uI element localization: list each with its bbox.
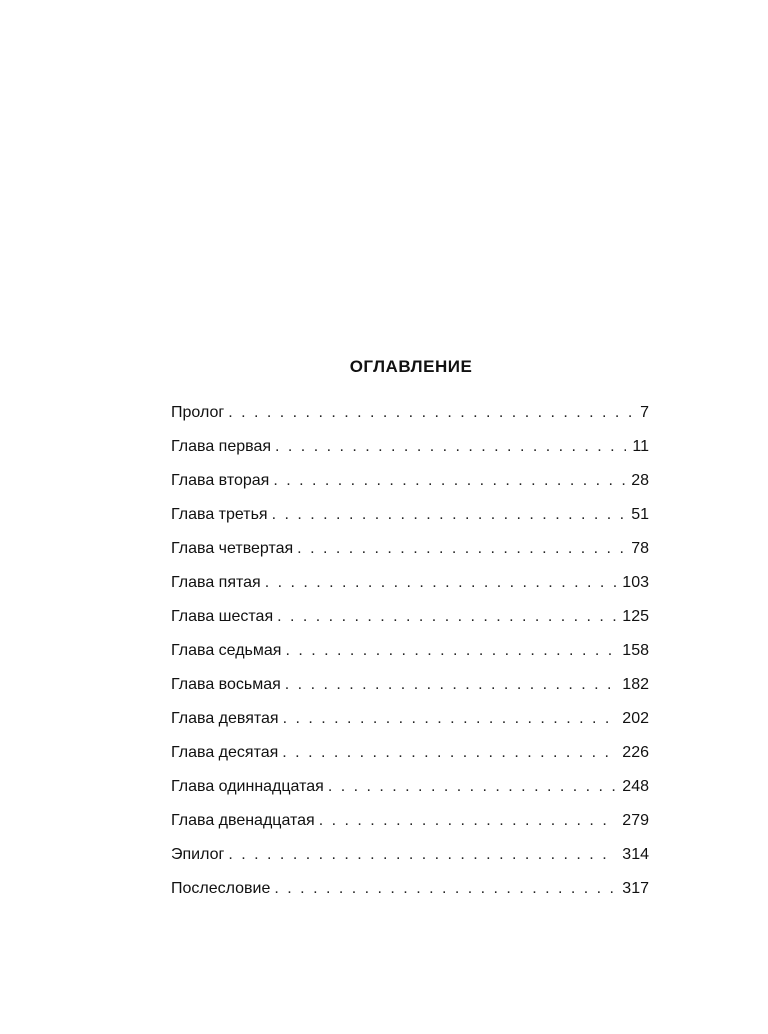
- toc-entry-label: Глава пятая: [171, 570, 265, 596]
- toc-entry[interactable]: [171, 502, 649, 536]
- toc-entry-page: 7: [634, 400, 649, 426]
- toc-entry[interactable]: [171, 434, 649, 468]
- toc-entry[interactable]: [171, 604, 649, 638]
- toc-entry-label: Глава восьмая: [171, 672, 285, 698]
- dot-leader: [277, 604, 616, 630]
- toc-entry[interactable]: [171, 842, 649, 876]
- toc-entry-page: 182: [616, 672, 649, 698]
- toc-entry[interactable]: [171, 638, 649, 672]
- dot-leader: [228, 842, 616, 868]
- toc-entry[interactable]: [171, 808, 649, 842]
- toc-entry[interactable]: [171, 672, 649, 706]
- table-of-contents: [171, 400, 649, 910]
- dot-leader: [285, 638, 616, 664]
- toc-entry-label: Глава седьмая: [171, 638, 285, 664]
- toc-entry-label: Глава девятая: [171, 706, 283, 732]
- toc-entry[interactable]: [171, 400, 649, 434]
- toc-entry-page: 202: [616, 706, 649, 732]
- toc-entry[interactable]: [171, 570, 649, 604]
- toc-entry-label: Глава десятая: [171, 740, 282, 766]
- toc-entry-label: Глава первая: [171, 434, 275, 460]
- dot-leader: [272, 502, 626, 528]
- dot-leader: [273, 468, 625, 494]
- toc-entry-page: 103: [616, 570, 649, 596]
- toc-entry-page: 158: [616, 638, 649, 664]
- toc-entry-label: Послесловие: [171, 876, 274, 902]
- dot-leader: [274, 876, 616, 902]
- toc-entry-label: Глава двенадцатая: [171, 808, 319, 834]
- toc-entry-label: Глава шестая: [171, 604, 277, 630]
- dot-leader: [319, 808, 617, 834]
- toc-entry[interactable]: [171, 740, 649, 774]
- toc-entry-page: 314: [616, 842, 649, 868]
- toc-entry[interactable]: [171, 706, 649, 740]
- toc-entry-page: 248: [616, 774, 649, 800]
- dot-leader: [297, 536, 625, 562]
- dot-leader: [275, 434, 626, 460]
- toc-entry-label: Пролог: [171, 400, 228, 426]
- dot-leader: [328, 774, 616, 800]
- toc-entry-page: 279: [616, 808, 649, 834]
- page-title: ОГЛАВЛЕНИЕ: [349, 357, 473, 376]
- toc-entry-label: Глава одиннадцатая: [171, 774, 328, 800]
- toc-entry[interactable]: [171, 774, 649, 808]
- dot-leader: [285, 672, 617, 698]
- toc-entry-page: 226: [616, 740, 649, 766]
- toc-entry-page: 125: [616, 604, 649, 630]
- toc-entry-label: Глава вторая: [171, 468, 273, 494]
- toc-entry-page: 51: [625, 502, 649, 528]
- toc-entry-label: Глава третья: [171, 502, 272, 528]
- toc-entry-page: 11: [626, 434, 649, 460]
- toc-entry-label: Глава четвертая: [171, 536, 297, 562]
- toc-entry[interactable]: [171, 468, 649, 502]
- dot-leader: [283, 706, 617, 732]
- dot-leader: [265, 570, 617, 596]
- toc-entry[interactable]: [171, 876, 649, 910]
- toc-entry-page: 317: [616, 876, 649, 902]
- toc-entry-label: Эпилог: [171, 842, 228, 868]
- toc-entry-page: 78: [625, 536, 649, 562]
- dot-leader: [228, 400, 634, 426]
- toc-entry[interactable]: [171, 536, 649, 570]
- dot-leader: [282, 740, 616, 766]
- toc-entry-page: 28: [625, 468, 649, 494]
